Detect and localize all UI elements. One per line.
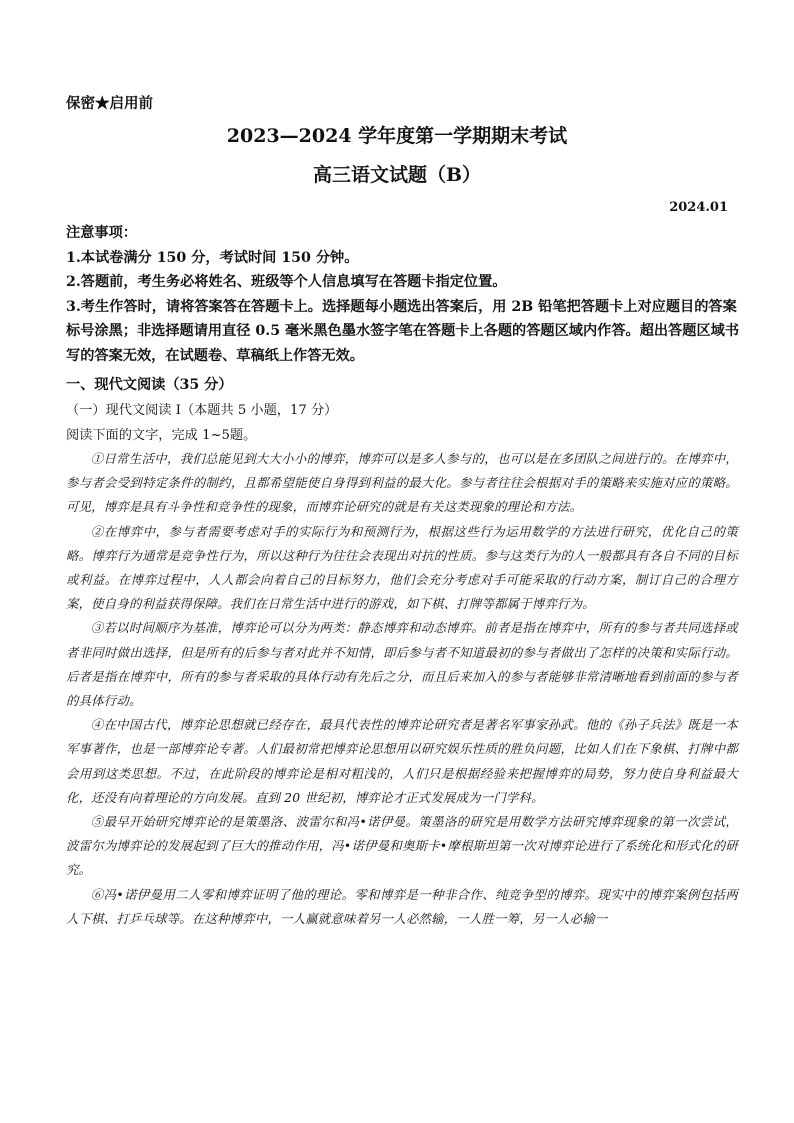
- article-paragraph-3: ③若以时间顺序为基准，博弈论可以分为两类：静态博弈和动态博弈。前者是指在博弈中，所有的参与者共同选择或者非同时做出选择，但是所有的后参与者对此并不知情，即后参与者不知道最初的参与者做出了怎样的决策和实际行动。后者是指在博弈中，所有的参与者采取的具体行动有先后之分，而且后来加入的参与者能够非常清晰地看到前面的参与者的具体行动。: [66, 620, 738, 709]
- notice-block: [66, 221, 746, 368]
- article-paragraph-1: ①日常生活中，我们总能见到大大小小的博弈，博弈可以是多人参与的，也可以是在多团队之间进行的。在博弈中，参与者会受到特定条件的制约，且都希望能使自身得到利益的最大化。参与者往往会根据对手的策略来实施对应的策略。可见，博弈是具有斗争性和竞争性的现象，而博弈论研究的就是有关这类现象的理论和方法。: [66, 451, 738, 515]
- exam-subtitle: 高三语文试题（B）: [312, 164, 482, 186]
- confidential-label: 保密★启用前: [66, 95, 153, 112]
- reading-instruction: 阅读下面的文字，完成 1~5题。: [66, 428, 257, 443]
- section-heading: 一、现代文阅读（35 分）: [66, 377, 233, 393]
- article-paragraph-6: ⑥冯•诺伊曼用二人零和博弈证明了他的理论。零和博弈是一种非合作、纯竞争型的博弈。现实中的博弈案例包括两人下棋、打乒乓球等。在这种博弈中，一人赢就意味着另一人必然输，一人胜一筹，另一人必输一: [66, 886, 738, 926]
- article-paragraph-2: ②在博弈中，参与者需要考虑对手的实际行为和预测行为，根据这些行为运用数学的方法进行研究，优化自己的策略。博弈行为通常是竞争性行为，所以这种行为往往会表现出对抗的性质。参与这类行为的人一般都具有各自不同的目标或利益。在博弈过程中，人人都会向着自己的目标努力，他们会充分考虑对手可能采取的行动方案，制订自己的合理方案，使自身的利益获得保障。我们在日常生活中进行的游戏，如下棋、打牌等都属于博弈行为。: [66, 523, 738, 612]
- article-paragraph-5: ⑤最早开始研究博弈论的是策墨洛、波雷尔和冯•诺伊曼。策墨洛的研究是用数学方法研究博弈现象的第一次尝试，波雷尔为博弈论的发展起到了巨大的推动作用，冯•诺伊曼和奥斯卡•摩根斯坦第一次对博弈论进行了系统化和形式化的研究。: [66, 814, 738, 878]
- notice-heading: 注意事项：: [66, 225, 137, 241]
- notice-item-3: 3.考生作答时，请将答案答在答题卡上。选择题每小题选出答案后，用 2B 铅笔把答题卡上对应题目的答案标号涂黑；非选择题请用直径 0.5 毫米黑色墨水签字笔在答题卡上各题的答题区域内作答。超出答题区域书写的答案无效，在试题卷、草稿纸上作答无效。: [66, 298, 740, 364]
- exam-title: 2023—2024 学年度第一学期期末考试: [226, 125, 568, 147]
- exam-date: 2024.01: [669, 200, 728, 215]
- reading-article: [66, 447, 738, 931]
- notice-item-2: 2.答题前，考生务必将姓名、班级等个人信息填写在答题卡指定位置。: [66, 274, 507, 290]
- notice-item-1: 1.本试卷满分 150 分，考试时间 150 分钟。: [66, 249, 359, 266]
- article-paragraph-4: ④在中国古代，博弈论思想就已经存在，最具代表性的博弈论研究者是著名军事家孙武。他的《孙子兵法》既是一本军事著作，也是一部博弈论专著。人们最初常把博弈论思想用以研究娱乐性质的胜负问题，比如人们在下象棋、打牌中都会用到这类思想。不过，在此阶段的博弈论是相对粗浅的，人们只是根据经验来把握博弈的局势，努力使自身利益最大化，还没有向着理论的方向发展。直到 20 世纪初，博弈论才正式发展成为一门学科。: [66, 717, 738, 805]
- section-subheading: （一）现代文阅读 I（本题共 5 小题，17 分）: [66, 403, 338, 418]
